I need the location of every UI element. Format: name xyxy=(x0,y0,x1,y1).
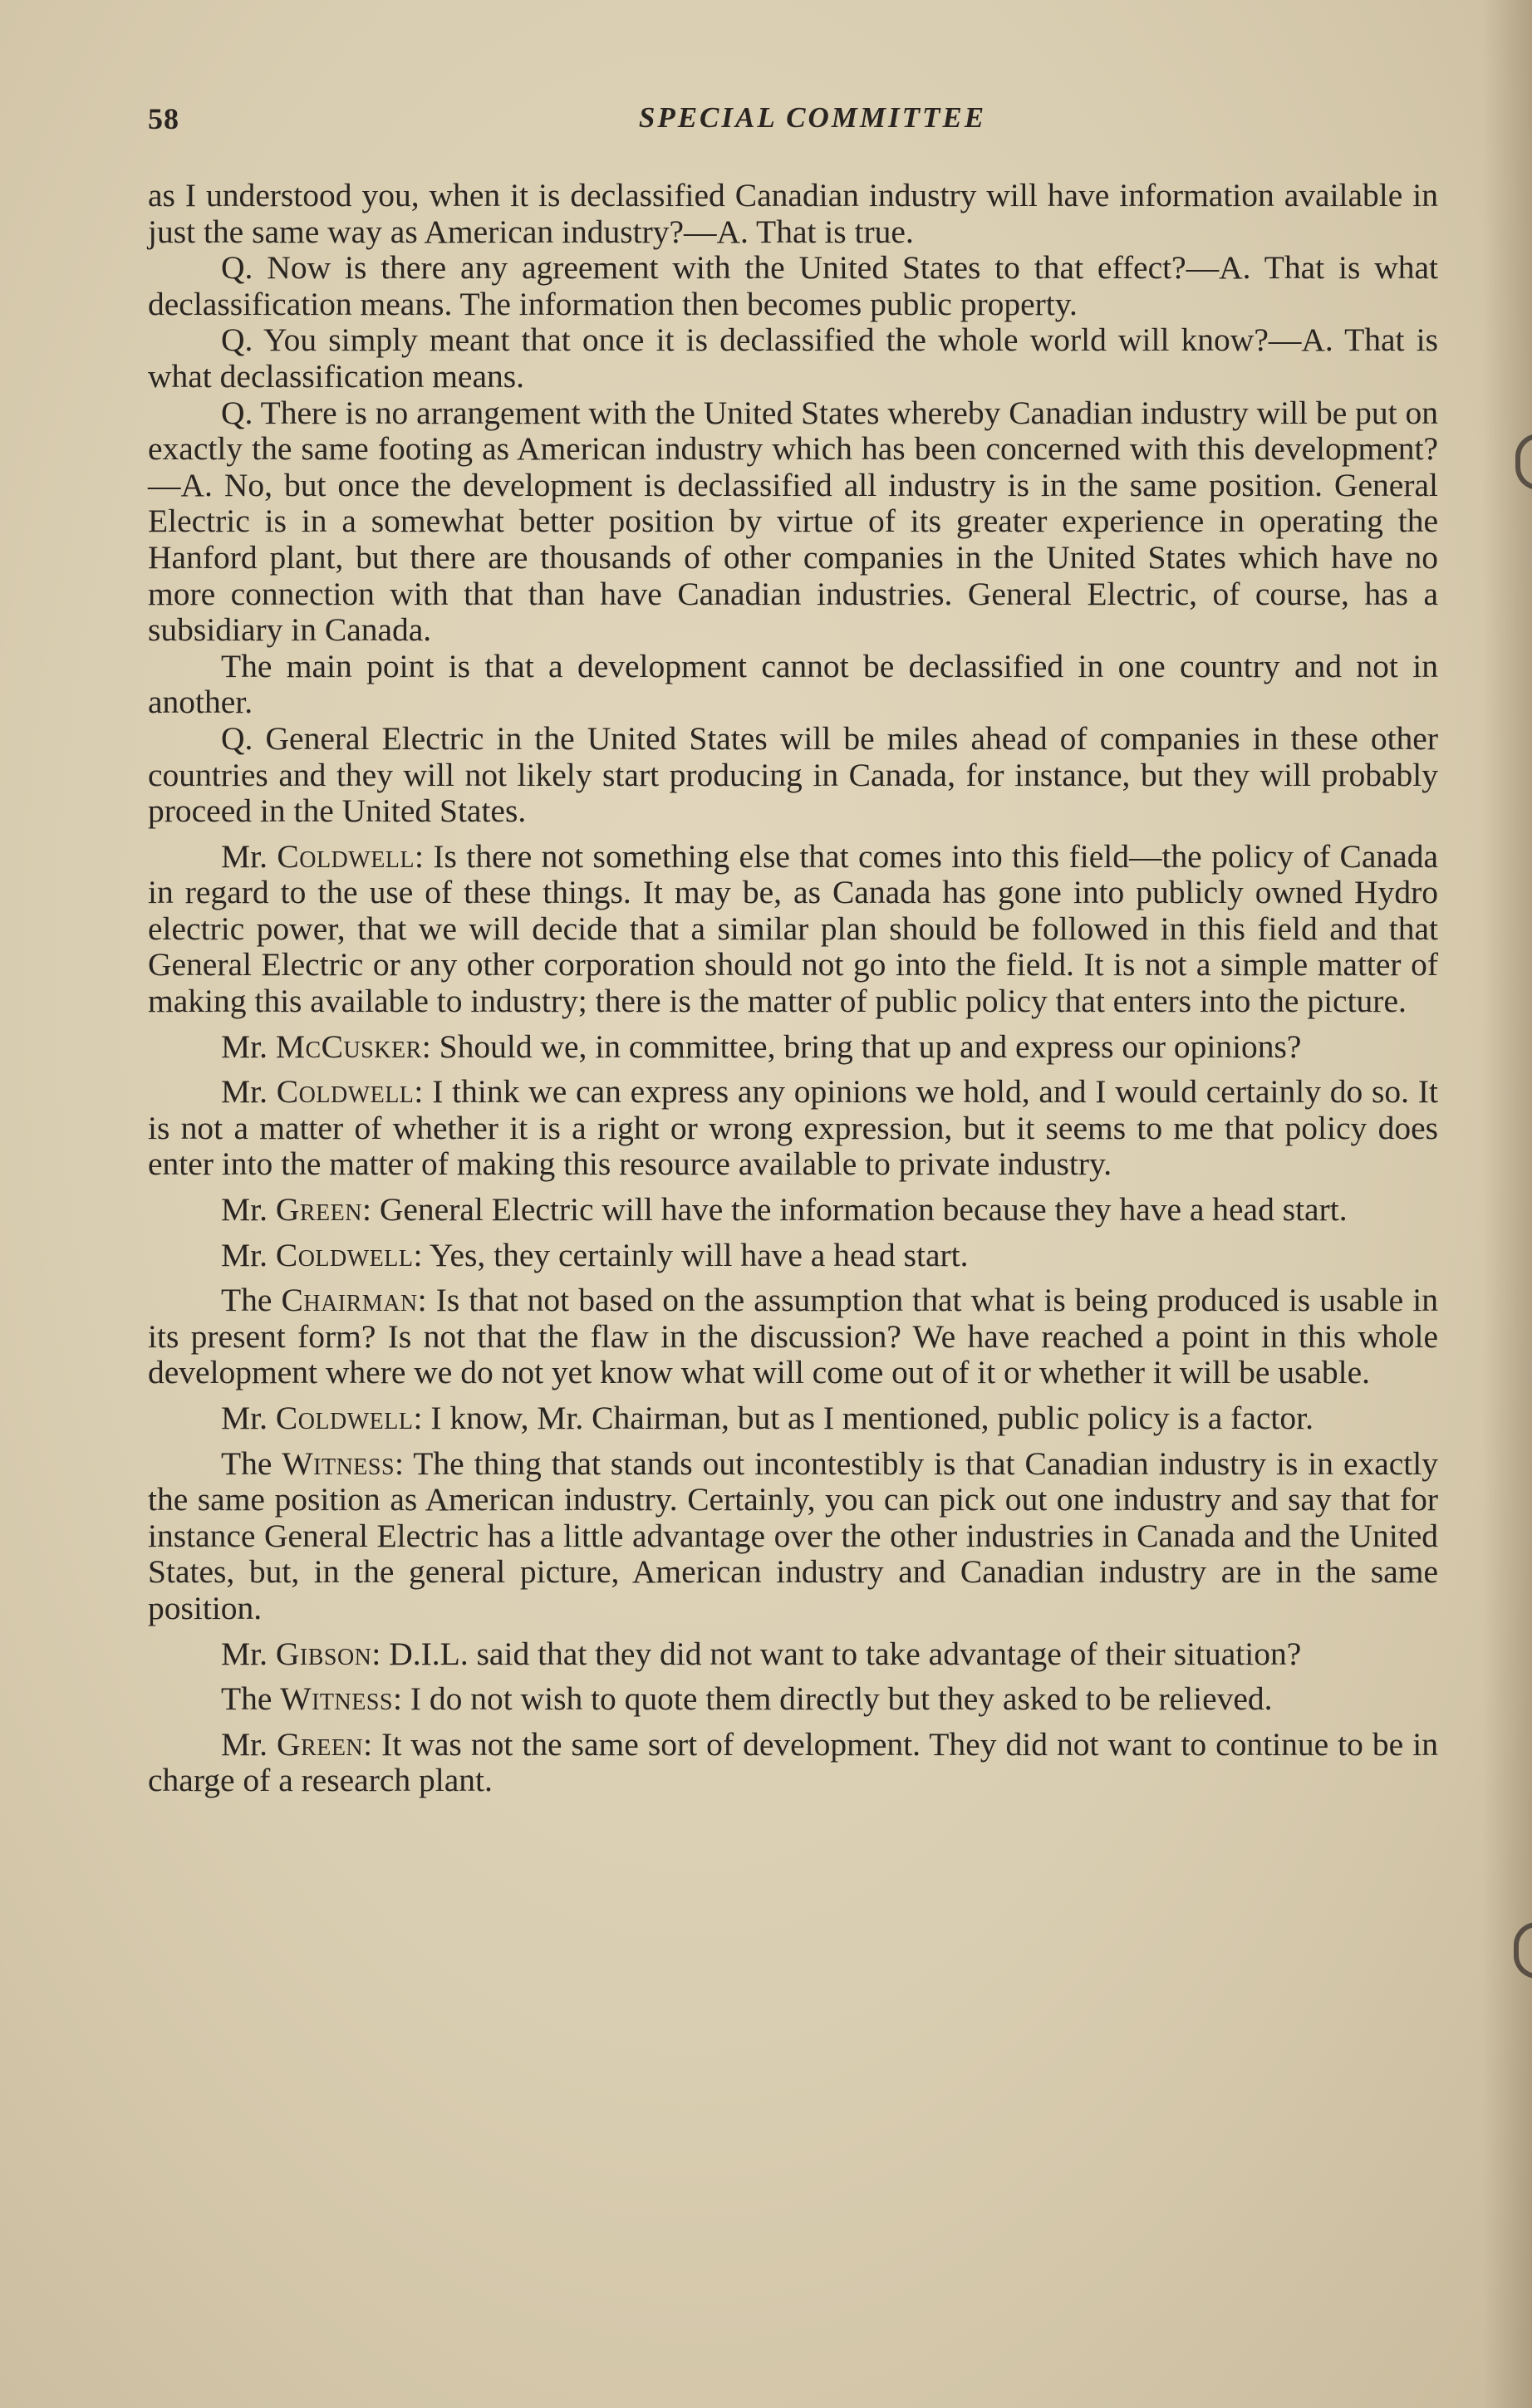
speaker-prefix: Mr. xyxy=(221,1635,276,1672)
body-text xyxy=(148,178,1438,1799)
speech-text: : I think we can express any opinions we hold, and I would certainly do so. It is not a matter of whether it is a right or wrong expression, but it seems to me that policy does enter into the matter of making this resource available to private industry. xyxy=(148,1073,1438,1183)
speaker-prefix: The xyxy=(221,1444,282,1482)
speaker-prefix: Mr. xyxy=(221,1236,276,1273)
speech-text: : Should we, in committee, bring that up and express our opinions? xyxy=(421,1027,1302,1065)
speaker-name: Coldwell xyxy=(275,1400,414,1436)
speaker-paragraph xyxy=(148,1636,1438,1673)
speaker-name: McCusker xyxy=(275,1027,422,1065)
running-title: SPECIAL COMMITTEE xyxy=(638,101,987,134)
speaker-prefix: Mr. xyxy=(221,1725,277,1763)
speaker-name: Chairman xyxy=(281,1282,418,1319)
speaker-paragraph xyxy=(148,1446,1438,1627)
speaker-paragraph xyxy=(148,839,1438,1020)
page-header xyxy=(148,101,1444,145)
speaker-paragraph xyxy=(148,1192,1438,1229)
paragraph: as I understood you, when it is declassified Canadian industry will have information available in just the same way as American industry?—A. That is true. xyxy=(148,177,1438,250)
speech-text: : Is that not based on the assumption that what is being produced is usable in its present form? Is not that the flaw in the discussion? We have reached a point in this whole development where we do not yet know what will come out of it or whether it will be usable. xyxy=(148,1282,1438,1391)
speech-text: : Yes, they certainly will have a head start. xyxy=(413,1236,969,1273)
page-number: 58 xyxy=(148,102,179,135)
speech-text: : General Electric will have the information because they have a head start. xyxy=(362,1191,1348,1229)
speaker-name: Coldwell xyxy=(277,837,415,875)
speech-text: : I do not wish to quote them directly but they asked to be relieved. xyxy=(392,1680,1273,1718)
speaker-prefix: Mr. xyxy=(221,1191,276,1229)
speaker-name: Coldwell xyxy=(276,1073,415,1111)
paragraph: Q. Now is there any agreement with the United States to that effect?—A. That is what declassification means. The information then becomes public property. xyxy=(148,249,1438,322)
speaker-prefix: The xyxy=(221,1680,281,1718)
speaker-prefix: Mr. xyxy=(221,1073,277,1111)
paragraph: The main point is that a development cannot be declassified in one country and not in another. xyxy=(148,647,1438,721)
speaker-name: Green xyxy=(277,1725,364,1763)
speech-text: : It was not the same sort of development. They did not want to continue to be in charge of a research plant. xyxy=(148,1725,1438,1799)
speaker-paragraph xyxy=(148,1074,1438,1183)
speaker-paragraph xyxy=(148,1727,1438,1799)
speaker-name: Gibson xyxy=(275,1635,372,1672)
speaker-prefix: Mr. xyxy=(221,1400,276,1436)
speech-text: : D.I.L. said that they did not want to take advantage of their situation? xyxy=(371,1635,1302,1672)
speaker-prefix: Mr. xyxy=(221,1027,276,1065)
speech-text: : Is there not something else that comes into this field—the policy of Canada in regard to the use of these things. It may be, as Canada has gone into publicly owned Hydro electric power, that we will decide that a similar plan should be followed in this field and that General Electric or any other corporation should not go into the field. It is not a simple matter of making this available to industry; there is the matter of public policy that enters into the picture. xyxy=(148,837,1438,1020)
speaker-paragraph xyxy=(148,1282,1438,1391)
speaker-name: Green xyxy=(275,1191,362,1229)
speech-text: : The thing that stands out incontestibly is that Canadian industry is in exactly the same position as American industry. Certainly, you can pick out one industry and say that for instance General Electric has a little advantage over the other industries in Canada and the United States, but, in the general picture, American industry and Canadian industry are in the same position. xyxy=(148,1444,1438,1626)
paragraph: Q. You simply meant that once it is declassified the whole world will know?—A. That is what declassification means. xyxy=(148,321,1438,395)
paragraph: Q. There is no arrangement with the United States whereby Canadian industry will be put on exactly the same footing as American industry which has been concerned with this development?—A. No, but once the development is declassified all industry is in the same position. General Electric is in a somewhat better position by virtue of its greater experience in operating the Hanford plant, but there are thousands of other companies in the United States which have no more connection with that than have Canadian industries. General Electric, of course, has a subsidiary in Canada. xyxy=(148,394,1438,649)
paragraph: Q. General Electric in the United States will be miles ahead of companies in these other countries and they will not likely start producing in Canada, for instance, but they will probably proceed in the United States. xyxy=(148,719,1438,830)
speaker-prefix: Mr. xyxy=(221,837,277,875)
speaker-name: Witness xyxy=(280,1680,393,1718)
speaker-prefix: The xyxy=(221,1282,282,1319)
speaker-name: Witness xyxy=(282,1444,395,1482)
speaker-name: Coldwell xyxy=(275,1236,414,1273)
speaker-paragraph xyxy=(148,1238,1438,1274)
speaker-paragraph xyxy=(148,1029,1438,1066)
speaker-paragraph xyxy=(148,1681,1438,1718)
page-edge-shadow xyxy=(1482,0,1532,2408)
speaker-paragraph xyxy=(148,1400,1438,1437)
speech-text: : I know, Mr. Chairman, but as I mentioned, public policy is a factor. xyxy=(413,1400,1313,1436)
